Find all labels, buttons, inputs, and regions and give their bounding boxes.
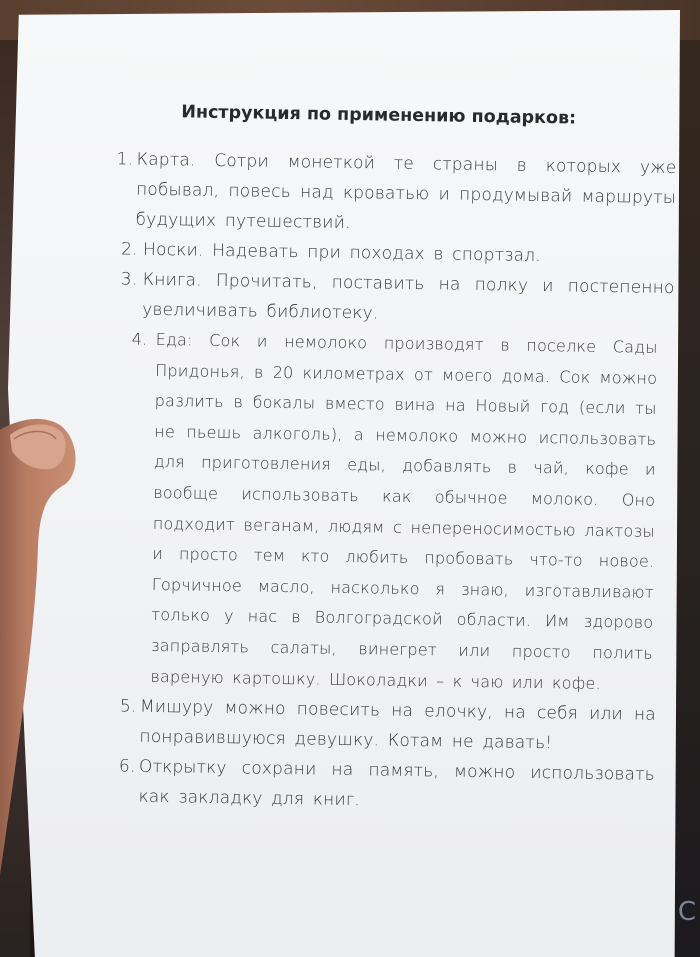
item-number: 5.: [119, 696, 137, 717]
item-text: Книга. Прочитать, поставить на полку и постепенно увеличивать библиотеку.: [142, 269, 675, 324]
item-text: Еда: Сок и немолоко производят в поселке Сады Придонья, в 20 километрах от моего дома. Сок можно разлить в бокалы вместо вина на Новый год (если ты не пьешь алкоголь), а немолоко можно использовать для приготовления еды, добавлять в чай, кофе и вообще использовать как обычное молоко. Оно подходит веганам, людям с непереносимостью лактозы и просто тем кто любить пробовать что-то новое. Горчичное масло, насколько я знаю, изготавливают только у нас в Волгоградской области. Им здорово заправлять салаты, винегрет или просто полить вареную картошку. Шоколадки – к чаю или кофе.: [150, 329, 658, 693]
list-item: [120, 264, 675, 333]
item-number: 4.: [131, 329, 148, 349]
list-item: [119, 692, 656, 760]
item-text: Мишуру можно повесить на елочку, на себя или на понравившуюся девушку. Котам не давать!: [139, 696, 657, 754]
item-text: Карта. Сотри монеткой те страны в которых уже побывал, повесь над кроватью и продумывай маршруты будущих путешествий.: [135, 149, 677, 233]
item-number: 1.: [116, 149, 134, 170]
item-number: 6.: [118, 756, 136, 777]
item-number: 3.: [120, 269, 138, 290]
holding-hand: [0, 405, 90, 875]
item-text: Носки. Надевать при походах в спортзал.: [142, 239, 542, 266]
list-item: [118, 752, 655, 820]
item-number: 2.: [120, 239, 138, 260]
list-item: [115, 144, 676, 243]
background-edge-glyph: С: [677, 897, 696, 927]
instruction-list: [106, 144, 676, 820]
document-title: Инструкция по применению подарков:: [181, 102, 577, 129]
item-text: Открытку сохрани на память, можно использовать как закладку для книг.: [138, 756, 656, 811]
list-item: [126, 325, 658, 700]
